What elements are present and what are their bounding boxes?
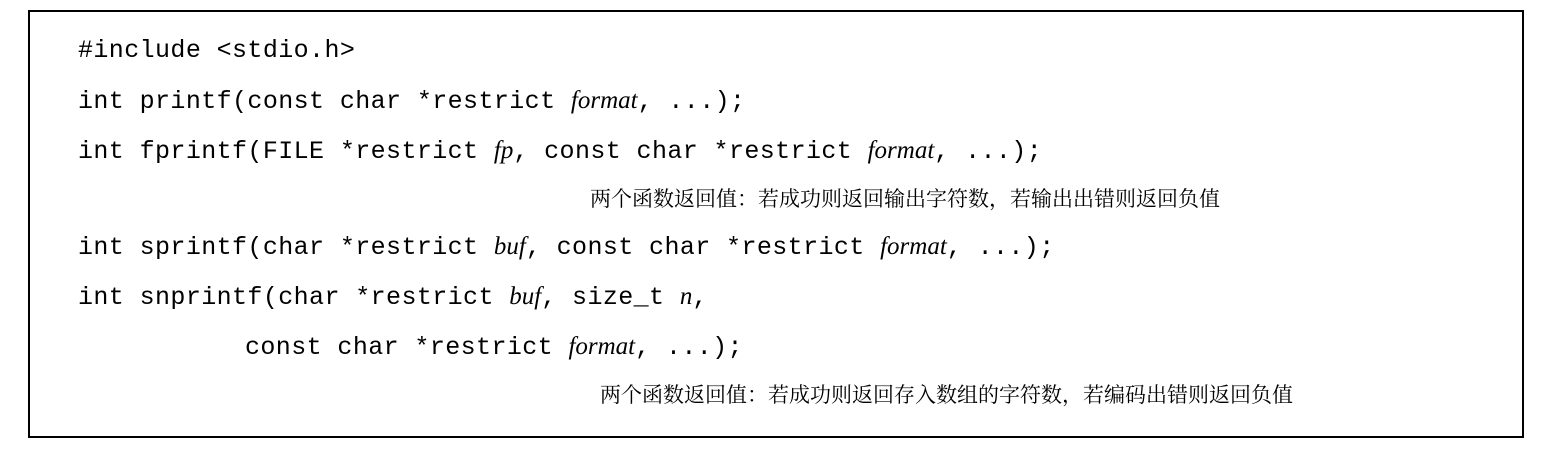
sprintf-param-format: format (880, 233, 947, 260)
snprintf-prefix: int snprintf(char *restrict (78, 283, 510, 312)
snprintf-param-n: n (679, 283, 693, 310)
snprintf-cont-suffix: , ...); (635, 333, 743, 362)
code-figure-content (30, 12, 1522, 436)
fprintf-param-fp: fp (493, 137, 514, 164)
fprintf-prototype (30, 126, 1522, 176)
return-note-second: 两个函数返回值：若成功则返回存入数组的字符数，若编码出错则返回负值 (600, 383, 1293, 407)
printf-prototype (30, 76, 1522, 126)
printf-prefix: int printf(const char *restrict (78, 87, 571, 116)
snprintf-suffix: , (692, 283, 708, 312)
printf-suffix: , ...); (637, 87, 746, 116)
snprintf-prototype-line1 (30, 272, 1522, 322)
printf-param-format: format (570, 87, 638, 114)
sprintf-prototype (30, 222, 1522, 272)
fprintf-mid: , const char *restrict (513, 137, 868, 166)
snprintf-param-buf: buf (509, 283, 542, 310)
snprintf-cont-prefix: const char *restrict (245, 333, 569, 362)
snprintf-prototype-line2 (30, 322, 1522, 372)
fprintf-param-format: format (867, 137, 935, 164)
return-note-first: 两个函数返回值：若成功则返回输出字符数，若输出出错则返回负值 (590, 187, 1220, 211)
code-figure-box (28, 10, 1524, 438)
sprintf-suffix: , ...); (946, 233, 1055, 262)
snprintf-mid: , size_t (541, 283, 680, 312)
fprintf-prefix: int fprintf(FILE *restrict (78, 137, 494, 166)
fprintf-suffix: , ...); (934, 137, 1043, 166)
sprintf-param-buf: buf (493, 233, 526, 260)
include-directive: #include <stdio.h> (78, 36, 356, 65)
sprintf-mid: , const char *restrict (525, 233, 881, 262)
snprintf-param-format: format (568, 333, 636, 360)
sprintf-prefix: int sprintf(char *restrict (78, 233, 494, 262)
